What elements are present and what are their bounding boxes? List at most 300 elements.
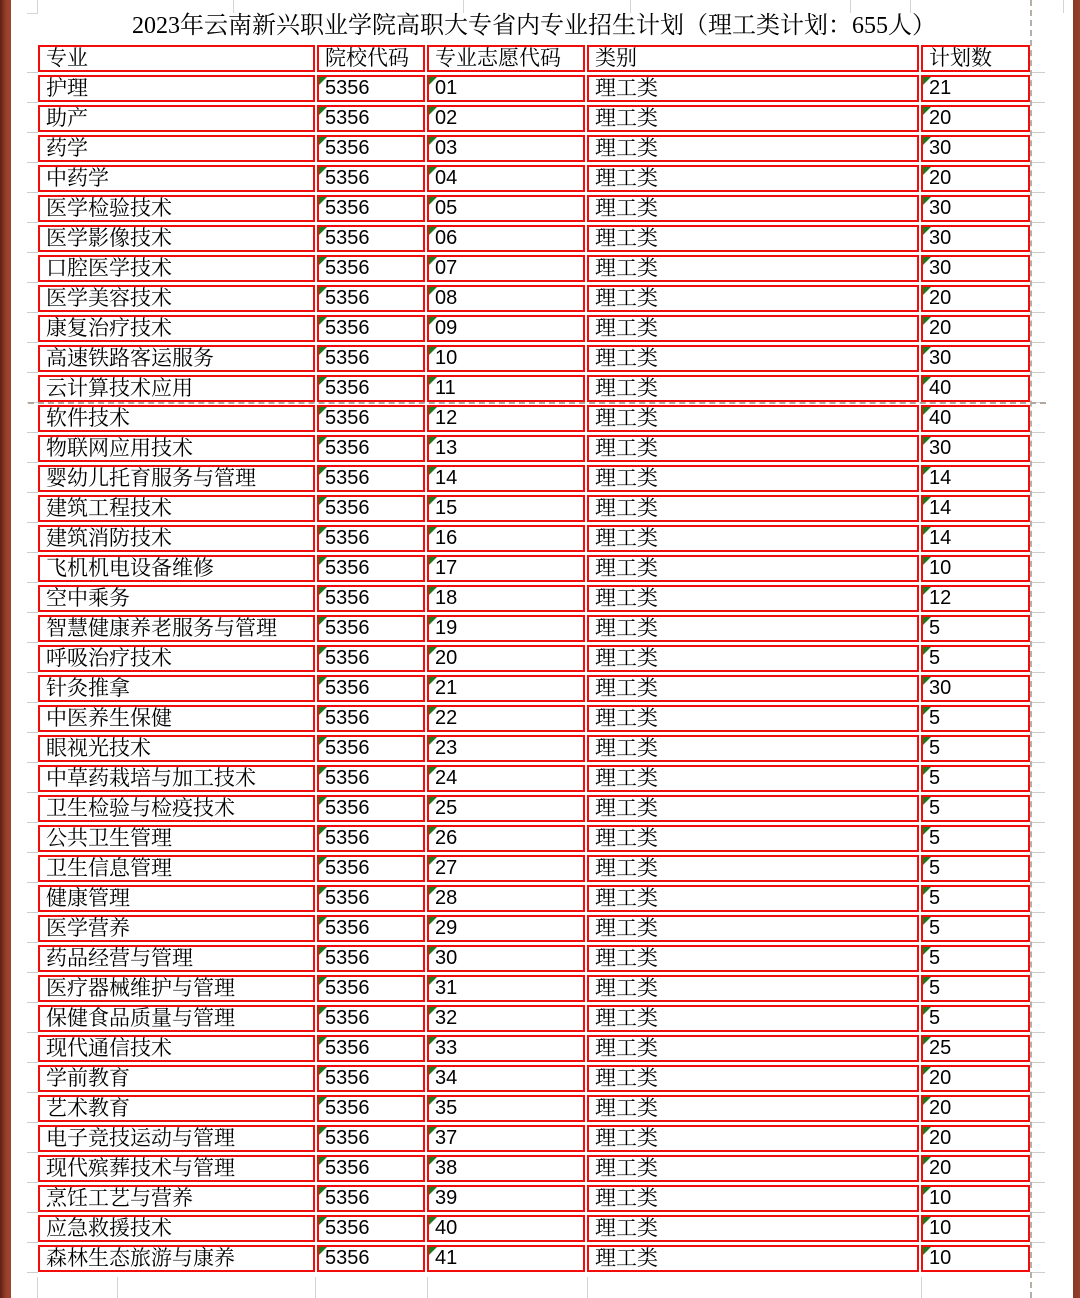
cell-major[interactable] <box>38 885 315 912</box>
cell-college-code[interactable] <box>317 975 425 1002</box>
cell-text: 14 <box>929 497 952 519</box>
cell-plan[interactable] <box>921 135 1030 162</box>
cell-text: 10 <box>435 347 458 369</box>
cell-major-code[interactable] <box>427 165 585 192</box>
cell-major[interactable] <box>38 1095 315 1122</box>
cell-category[interactable] <box>587 105 919 132</box>
cell-major[interactable] <box>38 375 315 402</box>
cell-text: 28 <box>435 887 458 909</box>
error-indicator-icon <box>319 167 327 175</box>
error-indicator-icon <box>429 347 437 355</box>
cell-category[interactable] <box>587 1065 919 1092</box>
cell-college-code[interactable] <box>317 495 425 522</box>
error-indicator-icon <box>429 797 437 805</box>
cell-plan[interactable] <box>921 885 1030 912</box>
cell-college-code[interactable] <box>317 735 425 762</box>
cell-category[interactable] <box>587 645 919 672</box>
cell-major[interactable] <box>38 435 315 462</box>
cell-text: 04 <box>435 167 458 189</box>
cell-text: 5356 <box>325 707 370 729</box>
cell-text: 理工类 <box>595 976 658 1000</box>
cell-college-code[interactable] <box>317 1185 425 1212</box>
cell-text: 中草药栽培与加工技术 <box>46 766 256 790</box>
cell-plan[interactable] <box>921 945 1030 972</box>
cell-college-code[interactable] <box>317 1095 425 1122</box>
cell-major-code[interactable] <box>427 705 585 732</box>
cell-plan[interactable] <box>921 345 1030 372</box>
cell-major-code[interactable] <box>427 855 585 882</box>
error-indicator-icon <box>319 647 327 655</box>
cell-category[interactable] <box>587 1035 919 1062</box>
cell-category[interactable] <box>587 165 919 192</box>
page-break-line-vertical <box>1030 0 1032 1298</box>
cell-text: 14 <box>929 527 952 549</box>
cell-plan[interactable] <box>921 675 1030 702</box>
cell-college-code[interactable] <box>317 1215 425 1242</box>
cell-major[interactable] <box>38 765 315 792</box>
cell-plan[interactable] <box>921 855 1030 882</box>
cell-category[interactable] <box>587 525 919 552</box>
cell-major-code[interactable] <box>427 225 585 252</box>
cell-major-code[interactable] <box>427 1125 585 1152</box>
cell-major-code[interactable] <box>427 495 585 522</box>
cell-text: 15 <box>435 497 458 519</box>
cell-text: 20 <box>929 1067 952 1089</box>
cell-category[interactable] <box>587 795 919 822</box>
cell-college-code[interactable] <box>317 615 425 642</box>
cell-plan[interactable] <box>921 435 1030 462</box>
cell-major[interactable] <box>38 495 315 522</box>
header-college-code[interactable]: 院校代码 <box>317 45 425 72</box>
cell-college-code[interactable] <box>317 855 425 882</box>
cell-plan[interactable] <box>921 465 1030 492</box>
error-indicator-icon <box>923 947 931 955</box>
cell-text: 5356 <box>325 1037 370 1059</box>
cell-college-code[interactable] <box>317 165 425 192</box>
cell-plan[interactable] <box>921 495 1030 522</box>
cell-major-code[interactable] <box>427 735 585 762</box>
cell-major[interactable] <box>38 645 315 672</box>
error-indicator-icon <box>923 707 931 715</box>
cell-plan[interactable] <box>921 195 1030 222</box>
cell-plan[interactable] <box>921 1185 1030 1212</box>
cell-category[interactable] <box>587 765 919 792</box>
cell-major-code[interactable] <box>427 525 585 552</box>
cell-category[interactable] <box>587 315 919 342</box>
cell-major-code[interactable] <box>427 885 585 912</box>
cell-major[interactable] <box>38 915 315 942</box>
cell-college-code[interactable] <box>317 1065 425 1092</box>
cell-category[interactable] <box>587 255 919 282</box>
cell-category[interactable] <box>587 615 919 642</box>
cell-major[interactable] <box>38 285 315 312</box>
row-gridline-stubs-right <box>1030 43 1045 1276</box>
cell-major[interactable] <box>38 135 315 162</box>
cell-plan[interactable] <box>921 1035 1030 1062</box>
cell-college-code[interactable] <box>317 345 425 372</box>
cell-major[interactable] <box>38 735 315 762</box>
error-indicator-icon <box>923 1187 931 1195</box>
cell-plan[interactable] <box>921 585 1030 612</box>
cell-category[interactable] <box>587 945 919 972</box>
error-indicator-icon <box>319 1187 327 1195</box>
cell-major-code[interactable] <box>427 1185 585 1212</box>
table-row <box>38 705 1030 732</box>
cell-text: 30 <box>435 947 458 969</box>
error-indicator-icon <box>923 467 931 475</box>
cell-college-code[interactable] <box>317 1155 425 1182</box>
cell-major[interactable] <box>38 405 315 432</box>
cell-major-code[interactable] <box>427 555 585 582</box>
header-row <box>38 45 1030 72</box>
error-indicator-icon <box>923 257 931 265</box>
cell-college-code[interactable] <box>317 585 425 612</box>
cell-text: 5356 <box>325 197 370 219</box>
cell-college-code[interactable] <box>317 435 425 462</box>
cell-text: 5 <box>929 617 941 639</box>
error-indicator-icon <box>319 947 327 955</box>
cell-text: 飞机机电设备维修 <box>46 556 214 580</box>
cell-plan[interactable] <box>921 765 1030 792</box>
cell-category[interactable] <box>587 825 919 852</box>
cell-text: 11 <box>435 377 456 399</box>
cell-major-code[interactable] <box>427 1065 585 1092</box>
cell-plan[interactable] <box>921 825 1030 852</box>
cell-major[interactable] <box>38 585 315 612</box>
cell-text: 建筑消防技术 <box>46 526 172 550</box>
cell-category[interactable] <box>587 555 919 582</box>
cell-major[interactable] <box>38 675 315 702</box>
cell-plan[interactable] <box>921 1065 1030 1092</box>
cell-major[interactable] <box>38 525 315 552</box>
cell-major-code[interactable] <box>427 915 585 942</box>
cell-text: 32 <box>435 1007 458 1029</box>
cell-college-code[interactable] <box>317 1125 425 1152</box>
cell-major-code[interactable] <box>427 1245 585 1272</box>
cell-major-code[interactable] <box>427 675 585 702</box>
cell-major[interactable] <box>38 465 315 492</box>
error-indicator-icon <box>429 197 437 205</box>
error-indicator-icon <box>923 437 931 445</box>
error-indicator-icon <box>319 1097 327 1105</box>
cell-major[interactable] <box>38 705 315 732</box>
cell-plan[interactable] <box>921 1155 1030 1182</box>
cell-text: 5356 <box>325 1097 370 1119</box>
cell-major-code[interactable] <box>427 615 585 642</box>
cell-college-code[interactable] <box>317 675 425 702</box>
cell-major[interactable] <box>38 105 315 132</box>
cell-plan[interactable] <box>921 735 1030 762</box>
table-row <box>38 1005 1030 1032</box>
cell-text: 09 <box>435 317 458 339</box>
cell-major[interactable] <box>38 225 315 252</box>
cell-plan[interactable] <box>921 915 1030 942</box>
cell-college-code[interactable] <box>317 645 425 672</box>
cell-text: 27 <box>435 857 458 879</box>
cell-major[interactable] <box>38 165 315 192</box>
cell-major-code[interactable] <box>427 405 585 432</box>
error-indicator-icon <box>319 377 327 385</box>
cell-college-code[interactable] <box>317 75 425 102</box>
header-major-code[interactable]: 专业志愿代码 <box>427 45 585 72</box>
cell-category[interactable] <box>587 855 919 882</box>
error-indicator-icon <box>429 887 437 895</box>
cell-plan[interactable] <box>921 225 1030 252</box>
cell-major-code[interactable] <box>427 195 585 222</box>
cell-plan[interactable] <box>921 1125 1030 1152</box>
cell-college-code[interactable] <box>317 225 425 252</box>
cell-text: 建筑工程技术 <box>46 496 172 520</box>
cell-college-code[interactable] <box>317 1245 425 1272</box>
error-indicator-icon <box>319 407 327 415</box>
cell-text: 38 <box>435 1157 458 1179</box>
cell-category[interactable] <box>587 1185 919 1212</box>
cell-major[interactable] <box>38 1005 315 1032</box>
cell-major[interactable] <box>38 945 315 972</box>
cell-text: 14 <box>929 467 952 489</box>
error-indicator-icon <box>319 527 327 535</box>
cell-category[interactable] <box>587 705 919 732</box>
cell-plan[interactable] <box>921 75 1030 102</box>
cell-plan[interactable] <box>921 705 1030 732</box>
cell-plan[interactable] <box>921 1245 1030 1272</box>
cell-text: 助产 <box>46 106 88 130</box>
cell-text: 03 <box>435 137 458 159</box>
cell-plan[interactable] <box>921 645 1030 672</box>
cell-text: 21 <box>929 77 952 99</box>
cell-major[interactable] <box>38 75 315 102</box>
cell-text: 5 <box>929 857 941 879</box>
cell-major-code[interactable] <box>427 75 585 102</box>
cell-major[interactable] <box>38 825 315 852</box>
cell-major[interactable] <box>38 1245 315 1272</box>
cell-category[interactable] <box>587 345 919 372</box>
cell-text: 39 <box>435 1187 458 1209</box>
cell-major[interactable] <box>38 795 315 822</box>
cell-plan[interactable] <box>921 255 1030 282</box>
cell-major-code[interactable] <box>427 435 585 462</box>
cell-category[interactable] <box>587 1245 919 1272</box>
cell-college-code[interactable] <box>317 375 425 402</box>
cell-college-code[interactable] <box>317 555 425 582</box>
cell-category[interactable] <box>587 885 919 912</box>
cell-text: 艺术教育 <box>46 1096 130 1120</box>
cell-category[interactable] <box>587 375 919 402</box>
cell-plan[interactable] <box>921 315 1030 342</box>
cell-major[interactable] <box>38 1125 315 1152</box>
cell-major[interactable] <box>38 1185 315 1212</box>
error-indicator-icon <box>923 377 931 385</box>
cell-major-code[interactable] <box>427 765 585 792</box>
cell-text: 理工类 <box>595 916 658 940</box>
cell-text: 理工类 <box>595 1006 658 1030</box>
cell-text: 理工类 <box>595 646 658 670</box>
header-plan-count[interactable]: 计划数 <box>921 45 1030 72</box>
cell-major-code[interactable] <box>427 645 585 672</box>
cell-college-code[interactable] <box>317 465 425 492</box>
cell-major-code[interactable] <box>427 135 585 162</box>
cell-major-code[interactable] <box>427 1035 585 1062</box>
error-indicator-icon <box>319 887 327 895</box>
error-indicator-icon <box>923 1037 931 1045</box>
gridline <box>921 1277 922 1298</box>
table-row <box>38 1215 1030 1242</box>
cell-major-code[interactable] <box>427 585 585 612</box>
cell-category[interactable] <box>587 225 919 252</box>
error-indicator-icon <box>429 947 437 955</box>
cell-college-code[interactable] <box>317 195 425 222</box>
cell-text: 5 <box>929 827 941 849</box>
cell-plan[interactable] <box>921 405 1030 432</box>
cell-category[interactable] <box>587 1125 919 1152</box>
cell-college-code[interactable] <box>317 885 425 912</box>
cell-major-code[interactable] <box>427 1155 585 1182</box>
cell-college-code[interactable] <box>317 105 425 132</box>
cell-text: 理工类 <box>595 226 658 250</box>
cell-major-code[interactable] <box>427 975 585 1002</box>
cell-major[interactable] <box>38 555 315 582</box>
cell-major-code[interactable] <box>427 1215 585 1242</box>
cell-major-code[interactable] <box>427 285 585 312</box>
error-indicator-icon <box>319 767 327 775</box>
cell-plan[interactable] <box>921 975 1030 1002</box>
cell-college-code[interactable] <box>317 1035 425 1062</box>
cell-text: 空中乘务 <box>46 586 130 610</box>
error-indicator-icon <box>923 317 931 325</box>
cell-major-code[interactable] <box>427 1095 585 1122</box>
error-indicator-icon <box>429 557 437 565</box>
cell-text: 31 <box>435 977 458 999</box>
table-row <box>38 1155 1030 1182</box>
cell-major[interactable] <box>38 195 315 222</box>
cell-major-code[interactable] <box>427 825 585 852</box>
cell-plan[interactable] <box>921 1095 1030 1122</box>
cell-category[interactable] <box>587 1155 919 1182</box>
cell-college-code[interactable] <box>317 795 425 822</box>
error-indicator-icon <box>429 1187 437 1195</box>
cell-plan[interactable] <box>921 1005 1030 1032</box>
cell-category[interactable] <box>587 435 919 462</box>
cell-text: 物联网应用技术 <box>46 436 193 460</box>
cell-major[interactable] <box>38 255 315 282</box>
cell-category[interactable] <box>587 195 919 222</box>
cell-text: 5356 <box>325 1127 370 1149</box>
cell-category[interactable] <box>587 285 919 312</box>
cell-plan[interactable] <box>921 165 1030 192</box>
cell-text: 13 <box>435 437 458 459</box>
error-indicator-icon <box>429 1037 437 1045</box>
cell-major[interactable] <box>38 855 315 882</box>
table-row <box>38 855 1030 882</box>
cell-category[interactable] <box>587 915 919 942</box>
cell-category[interactable] <box>587 1095 919 1122</box>
cell-major-code[interactable] <box>427 105 585 132</box>
cell-category[interactable] <box>587 585 919 612</box>
cell-category[interactable] <box>587 1215 919 1242</box>
cell-text: 5356 <box>325 407 370 429</box>
error-indicator-icon <box>429 1247 437 1255</box>
cell-text: 17 <box>435 557 458 579</box>
cell-college-code[interactable] <box>317 705 425 732</box>
cell-text: 理工类 <box>595 316 658 340</box>
cell-major-code[interactable] <box>427 315 585 342</box>
cell-college-code[interactable] <box>317 255 425 282</box>
cell-college-code[interactable] <box>317 1005 425 1032</box>
cell-major[interactable] <box>38 315 315 342</box>
cell-major[interactable] <box>38 615 315 642</box>
cell-major-code[interactable] <box>427 795 585 822</box>
cell-major[interactable] <box>38 345 315 372</box>
cell-text: 12 <box>929 587 952 609</box>
table-row <box>38 1065 1030 1092</box>
cell-college-code[interactable] <box>317 285 425 312</box>
cell-major[interactable] <box>38 1065 315 1092</box>
cell-plan[interactable] <box>921 555 1030 582</box>
cell-text: 应急救援技术 <box>46 1216 172 1240</box>
error-indicator-icon <box>923 1217 931 1225</box>
cell-major-code[interactable] <box>427 945 585 972</box>
header-category[interactable]: 类别 <box>587 45 919 72</box>
cell-college-code[interactable] <box>317 135 425 162</box>
cell-text: 健康管理 <box>46 886 130 910</box>
cell-plan[interactable] <box>921 615 1030 642</box>
table-row <box>38 945 1030 972</box>
cell-category[interactable] <box>587 735 919 762</box>
cell-text: 5356 <box>325 617 370 639</box>
cell-text: 20 <box>929 1127 952 1149</box>
cell-major-code[interactable] <box>427 345 585 372</box>
cell-text: 37 <box>435 1127 458 1149</box>
cell-major[interactable] <box>38 1215 315 1242</box>
cell-category[interactable] <box>587 75 919 102</box>
error-indicator-icon <box>923 1007 931 1015</box>
cell-major-code[interactable] <box>427 375 585 402</box>
table-row <box>38 735 1030 762</box>
cell-plan[interactable] <box>921 1215 1030 1242</box>
cell-college-code[interactable] <box>317 525 425 552</box>
cell-major-code[interactable] <box>427 1005 585 1032</box>
cell-major-code[interactable] <box>427 465 585 492</box>
header-major[interactable]: 专业 <box>38 45 315 72</box>
cell-text: 理工类 <box>595 586 658 610</box>
cell-category[interactable] <box>587 465 919 492</box>
cell-text: 30 <box>929 347 952 369</box>
cell-major[interactable] <box>38 1035 315 1062</box>
cell-college-code[interactable] <box>317 765 425 792</box>
cell-category[interactable] <box>587 675 919 702</box>
cell-major-code[interactable] <box>427 255 585 282</box>
cell-category[interactable] <box>587 975 919 1002</box>
cell-college-code[interactable] <box>317 315 425 342</box>
cell-category[interactable] <box>587 135 919 162</box>
cell-major[interactable] <box>38 975 315 1002</box>
cell-category[interactable] <box>587 495 919 522</box>
cell-major[interactable] <box>38 1155 315 1182</box>
error-indicator-icon <box>319 287 327 295</box>
cell-plan[interactable] <box>921 795 1030 822</box>
cell-category[interactable] <box>587 1005 919 1032</box>
cell-college-code[interactable] <box>317 405 425 432</box>
cell-college-code[interactable] <box>317 945 425 972</box>
cell-college-code[interactable] <box>317 825 425 852</box>
cell-category[interactable] <box>587 405 919 432</box>
cell-plan[interactable] <box>921 525 1030 552</box>
error-indicator-icon <box>923 527 931 535</box>
cell-plan[interactable] <box>921 375 1030 402</box>
cell-plan[interactable] <box>921 285 1030 312</box>
cell-college-code[interactable] <box>317 915 425 942</box>
cell-plan[interactable] <box>921 105 1030 132</box>
